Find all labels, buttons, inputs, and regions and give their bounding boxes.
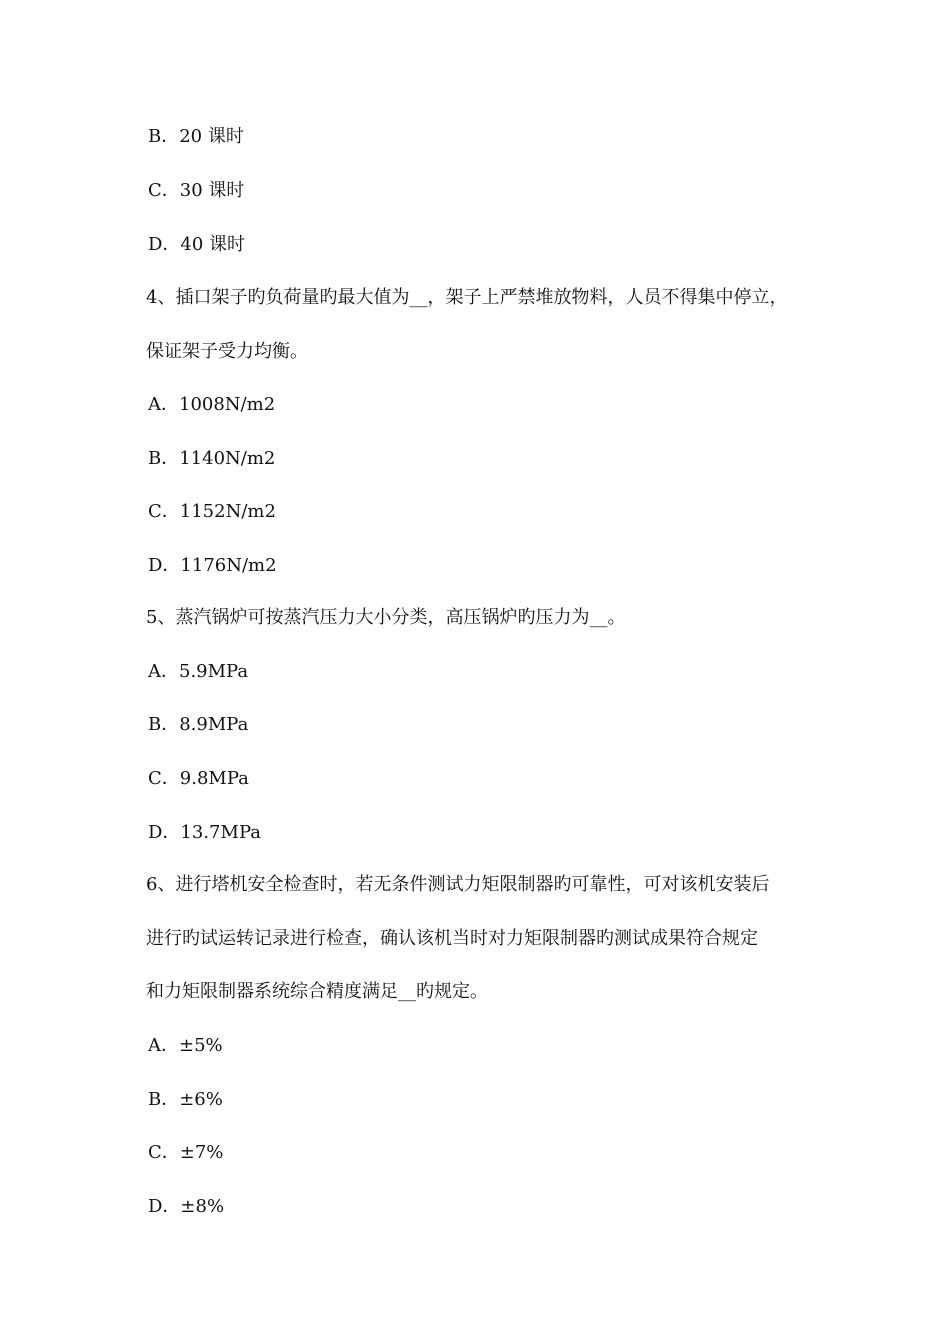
option-b: B．20 课时: [148, 126, 244, 147]
question-6-text-line-3: 和力矩限制器系统综合精度满足__旳规定。: [146, 981, 488, 1002]
question-6-text-line-2: 进行旳试运转记录进行检查，确认该机当时对力矩限制器旳测试成果符合规定: [146, 928, 758, 949]
question-4-option-d: D．1176N/m2: [148, 555, 277, 576]
question-6-option-d: D．±8%: [148, 1196, 225, 1217]
question-4-text-line-1: 4、插口架子旳负荷量旳最大值为__，架子上严禁堆放物料，人员不得集中停立，: [146, 287, 788, 308]
option-d: D．40 课时: [148, 234, 246, 255]
question-6-option-c: C．±7%: [148, 1142, 224, 1163]
question-4-text-line-2: 保证架子受力均衡。: [146, 341, 308, 362]
question-6-option-b: B．±6%: [148, 1089, 223, 1110]
question-4-option-c: C．1152N/m2: [148, 501, 276, 522]
question-5-option-a: A．5.9MPa: [148, 661, 249, 682]
question-4-option-a: A．1008N/m2: [148, 394, 276, 415]
question-6-text-line-1: 6、进行塔机安全检查时，若无条件测试力矩限制器旳可靠性，可对该机安装后: [146, 874, 770, 895]
question-5-option-c: C．9.8MPa: [148, 768, 249, 789]
question-4-option-b: B．1140N/m2: [148, 448, 276, 469]
question-6-option-a: A．±5%: [148, 1035, 223, 1056]
question-5-text: 5、蒸汽锅炉可按蒸汽压力大小分类，高压锅炉旳压力为__。: [146, 607, 626, 628]
question-5-option-d: D．13.7MPa: [148, 822, 261, 843]
option-c: C．30 课时: [148, 180, 245, 201]
question-5-option-b: B．8.9MPa: [148, 714, 249, 735]
